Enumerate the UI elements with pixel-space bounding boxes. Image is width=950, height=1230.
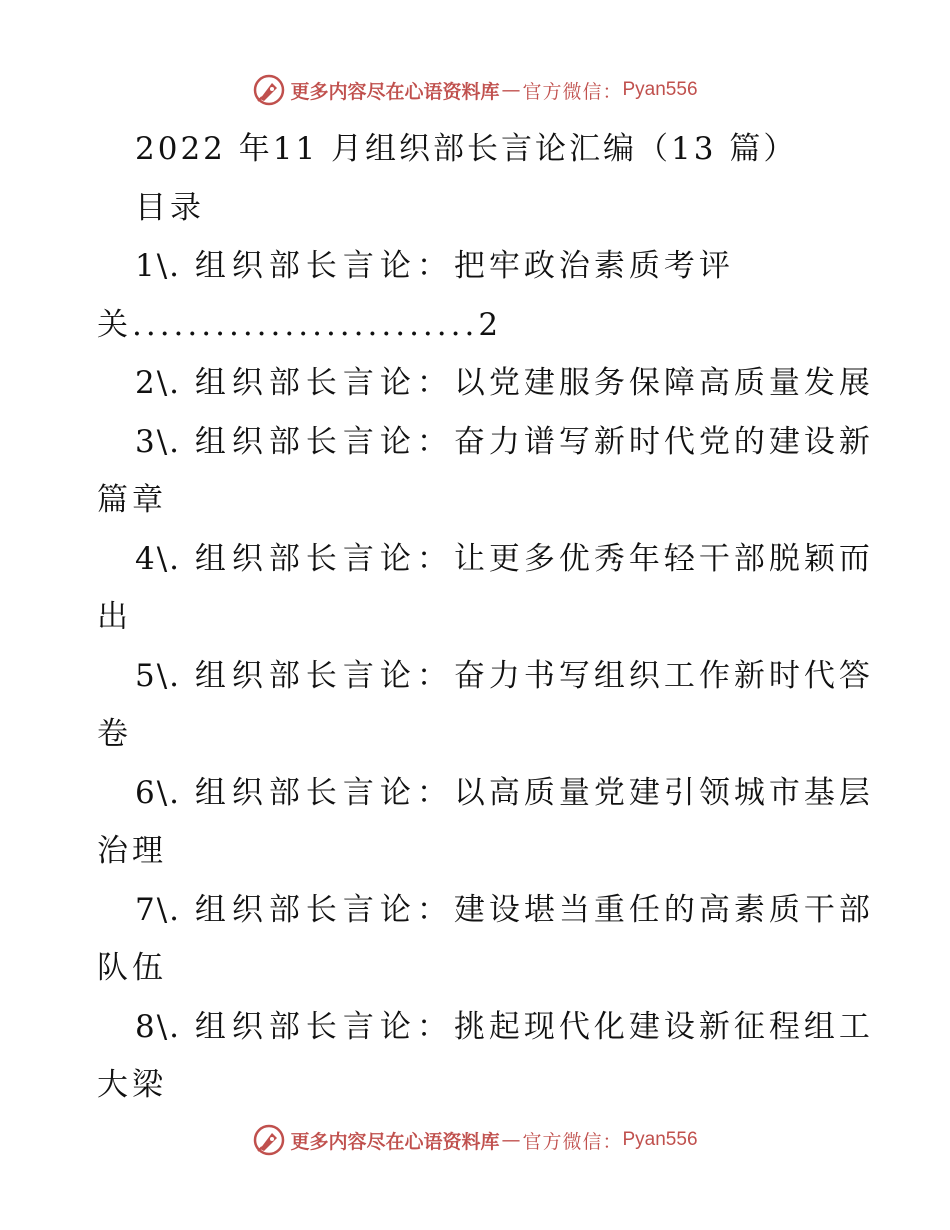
toc-entry-title: 让更多优秀年轻干部脱颖而 xyxy=(453,540,874,577)
toc-entry-title: 以高质量党建引领城市基层 xyxy=(453,774,874,811)
toc-entry-7-continuation xyxy=(97,939,857,998)
toc-entry-prefix: 组织部长言论： xyxy=(194,248,454,284)
toc-entry-prefix: 组织部长言论： xyxy=(194,540,454,577)
document-title: 2022 年11 月组织部长言论汇编（13 篇） xyxy=(135,131,798,167)
toc-heading: 目录 xyxy=(135,189,205,226)
watermark-brand: 更多内容尽在心语资料库 xyxy=(290,80,500,103)
toc-entry-prefix: 组织部长言论： xyxy=(194,657,454,694)
toc-entry-4-continuation xyxy=(97,588,857,647)
toc-entry-title: 把牢政治素质考评 xyxy=(453,248,734,284)
pen-nib-logo-icon xyxy=(252,1123,286,1157)
watermark-dash: — xyxy=(501,79,521,101)
toc-entry-5 xyxy=(97,647,874,706)
toc-entry-number: 8\. xyxy=(135,1008,182,1045)
toc-entry-4 xyxy=(97,530,874,589)
toc-entry-1-continuation xyxy=(97,296,857,355)
toc-entry-2 xyxy=(97,354,874,413)
footer-watermark xyxy=(0,1120,950,1160)
watermark-label: 官方微信： xyxy=(522,80,623,103)
toc-entry-number: 7\. xyxy=(135,891,182,928)
toc-entry-prefix: 组织部长言论： xyxy=(194,365,454,401)
toc-entry-number: 6\. xyxy=(135,774,182,811)
watermark-handle: Pyan556 xyxy=(622,1129,698,1150)
toc-entry-title-continued: 篇章 xyxy=(97,482,167,518)
toc-entry-3 xyxy=(97,413,874,472)
toc-entry-number: 1\. xyxy=(135,248,182,284)
document-body xyxy=(97,120,874,1115)
toc-entry-title-continued: 大梁 xyxy=(97,1067,167,1103)
toc-entry-title-continued: 出 xyxy=(97,599,132,635)
watermark-dash: — xyxy=(501,1129,521,1151)
watermark-label: 官方微信： xyxy=(522,1130,623,1153)
toc-entry-title: 奋力书写组织工作新时代答 xyxy=(453,657,874,694)
toc-entry-title: 奋力谱写新时代党的建设新 xyxy=(453,423,874,460)
toc-entry-title-continued: 队伍 xyxy=(97,950,167,986)
toc-entry-8-continuation xyxy=(97,1056,857,1115)
toc-entry-title-continued: 关.........................2 xyxy=(97,306,503,343)
toc-entry-1 xyxy=(97,237,857,296)
toc-entry-title: 建设堪当重任的高素质干部 xyxy=(453,891,874,928)
toc-entry-number: 5\. xyxy=(135,657,182,694)
watermark-brand: 更多内容尽在心语资料库 xyxy=(290,1130,500,1153)
header-watermark xyxy=(0,70,950,110)
pen-nib-logo-icon xyxy=(252,73,286,107)
toc-entry-number: 3\. xyxy=(135,423,182,460)
toc-entry-title: 以党建服务保障高质量发展 xyxy=(453,365,874,401)
toc-entry-6-continuation xyxy=(97,822,857,881)
toc-entry-8 xyxy=(97,998,874,1057)
toc-entry-title: 挑起现代化建设新征程组工 xyxy=(453,1008,874,1045)
toc-entry-number: 4\. xyxy=(135,540,182,577)
toc-entry-prefix: 组织部长言论： xyxy=(194,891,454,928)
toc-entry-prefix: 组织部长言论： xyxy=(194,423,454,460)
toc-entry-7 xyxy=(97,881,874,940)
toc-entry-5-continuation xyxy=(97,705,857,764)
watermark-handle: Pyan556 xyxy=(622,79,698,100)
toc-entry-title-continued: 卷 xyxy=(97,716,132,752)
toc-entry-6 xyxy=(97,764,874,823)
toc-entry-prefix: 组织部长言论： xyxy=(194,774,454,811)
toc-entry-title-continued: 治理 xyxy=(97,833,167,869)
toc-entry-number: 2\. xyxy=(135,365,182,401)
toc-entry-3-continuation xyxy=(97,471,857,530)
toc-entry-prefix: 组织部长言论： xyxy=(194,1008,454,1045)
